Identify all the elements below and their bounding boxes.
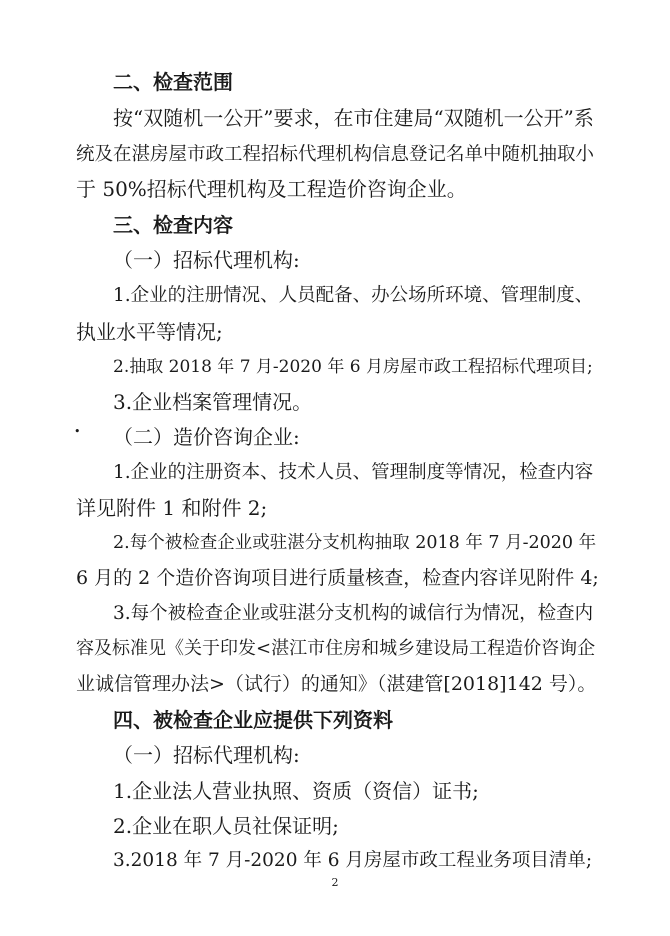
scope-line: 于 50%招标代理机构及工程造价咨询企业。 bbox=[76, 177, 467, 201]
content-item: 2.每个被检查企业或驻湛分支机构抽取 2018 年 7 月-2020 年 bbox=[113, 533, 597, 553]
content-item: 容及标准见《关于印发<湛江市住房和城乡建设局工程造价咨询企 bbox=[76, 638, 596, 659]
content-item: 1.企业的注册情况、人员配备、办公场所环境、管理制度、 bbox=[113, 285, 594, 306]
content-item: 2.抽取 2018 年 7 月-2020 年 6 月房屋市政工程招标代理项目; bbox=[113, 357, 593, 377]
content-item: 3.企业档案管理情况。 bbox=[113, 390, 313, 414]
content-item: 1.企业的注册资本、技术人员、管理制度等情况，检查内容 bbox=[113, 462, 594, 483]
section-heading-scope: 二、检查范围 bbox=[113, 70, 233, 94]
content-item: 6 月的 2 个造价咨询项目进行质量核查，检查内容详见附件 4; bbox=[76, 567, 599, 589]
content-item: 执业水平等情况; bbox=[76, 320, 223, 344]
subheading-consult: （二）造价咨询企业: bbox=[113, 425, 300, 449]
subheading-agency: （一）招标代理机构: bbox=[113, 248, 300, 272]
page-number: 2 bbox=[331, 876, 339, 889]
scope-line: 按“双随机一公开”要求，在市住建局“双随机一公开”系 bbox=[113, 106, 594, 130]
section-heading-materials: 四、被检查企业应提供下列资料 bbox=[113, 708, 393, 732]
content-item: 业诚信管理办法>（试行）的通知》（湛建管[2018]142 号）。 bbox=[76, 673, 597, 695]
section-heading-content: 三、检查内容 bbox=[113, 213, 233, 237]
materials-item: 3.2018 年 7 月-2020 年 6 月房屋市政工程业务项目清单; bbox=[113, 850, 593, 871]
subheading-agency: （一）招标代理机构: bbox=[113, 743, 300, 767]
stray-mark: • bbox=[74, 425, 81, 438]
materials-item: 1.企业法人营业执照、资质（资信）证书; bbox=[113, 779, 479, 803]
content-item: 3.每个被检查企业或驻湛分支机构的诚信行为情况，检查内 bbox=[113, 603, 594, 624]
materials-item: 2.企业在职人员社保证明; bbox=[113, 814, 339, 838]
content-item: 详见附件 1 和附件 2; bbox=[76, 496, 268, 520]
scope-line: 统及在湛房屋市政工程招标代理机构信息登记名单中随机抽取小 bbox=[76, 144, 595, 165]
